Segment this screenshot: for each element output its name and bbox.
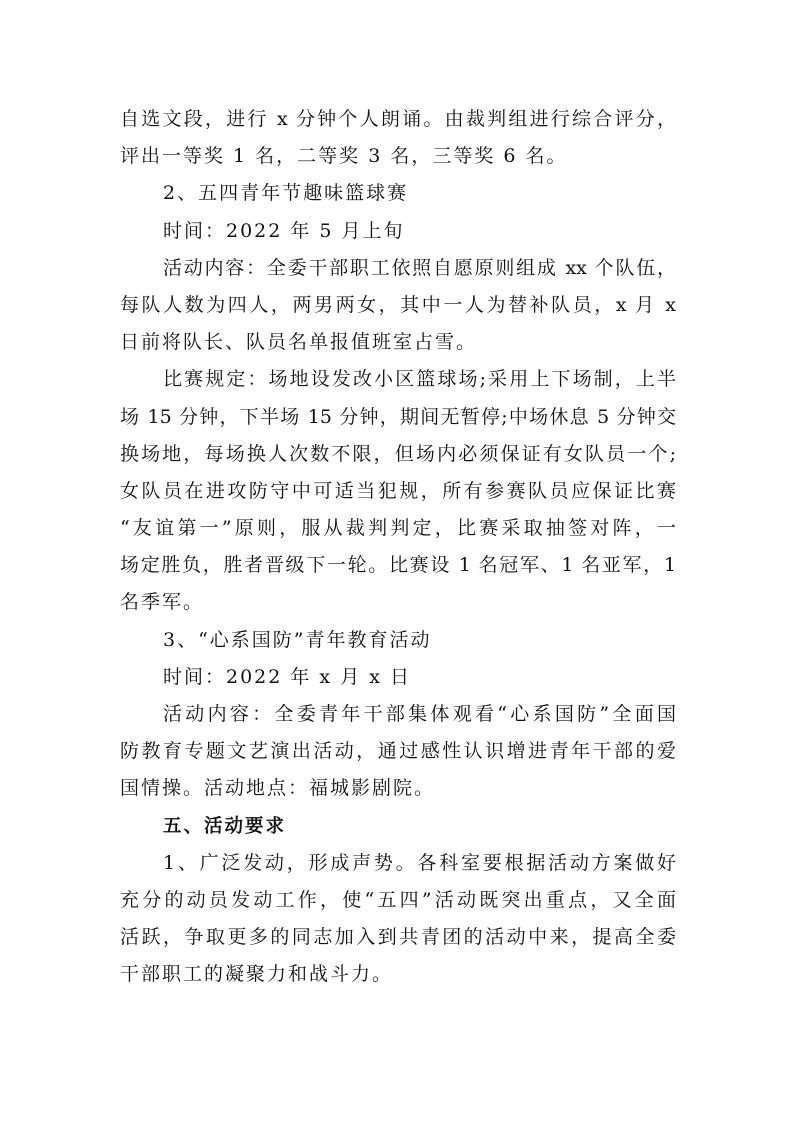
paragraph-line: 每队人数为四人，两男两女，其中一人为替补队员，x 月 x bbox=[120, 293, 676, 316]
chapter-heading: 五、活动要求 bbox=[163, 815, 287, 837]
paragraph-line: 活动内容：全委干部职工依照自愿原则组成 xx 个队伍， bbox=[163, 256, 676, 279]
paragraph-line: 充分的动员发动工作，使“五四”活动既突出重点，又全面 bbox=[120, 888, 676, 911]
paragraph-line: 活动内容：全委青年干部集体观看“心系国防”全面国 bbox=[163, 703, 676, 725]
paragraph-line: 时间：2022 年 x 月 x 日 bbox=[163, 665, 411, 688]
paragraph-line: 女队员在进攻防守中可适当犯规，所有参赛队员应保证比赛 bbox=[120, 479, 676, 502]
paragraph-line: 名季军。 bbox=[120, 591, 205, 614]
paragraph-line: 活跃，争取更多的同志加入到共青团的活动中来，提高全委 bbox=[120, 926, 676, 949]
paragraph-line: 防教育专题文艺演出活动，通过感性认识增进青年干部的爱 bbox=[120, 740, 676, 763]
paragraph-line: 换场地，每场换人次数不限，但场内必须保证有女队员一个; bbox=[120, 442, 676, 465]
section-heading: 2、五四青年节趣味篮球赛 bbox=[163, 182, 409, 205]
document-page bbox=[120, 101, 676, 994]
paragraph-line: 干部职工的凝聚力和战斗力。 bbox=[120, 963, 394, 986]
paragraph-line: 1、广泛发动，形成声势。各科室要根据活动方案做好 bbox=[163, 851, 676, 874]
paragraph-line: 时间：2022 年 5 月上旬 bbox=[163, 219, 405, 242]
paragraph-line: 场定胜负，胜者晋级下一轮。比赛设 1 名冠军、1 名亚军，1 bbox=[120, 554, 676, 577]
paragraph-line: 日前将队长、队员名单报值班室占雪。 bbox=[120, 331, 478, 354]
paragraph-line: 国情操。活动地点：福城影剧院。 bbox=[120, 777, 436, 800]
section-heading: 3、“心系国防”青年教育活动 bbox=[163, 628, 432, 651]
paragraph-line: 比赛规定：场地设发改小区篮球场;采用上下场制，上半 bbox=[163, 368, 676, 391]
paragraph-line: “友谊第一”原则，服从裁判判定，比赛采取抽签对阵，一 bbox=[120, 517, 676, 540]
paragraph-line: 场 15 分钟，下半场 15 分钟，期间无暂停;中场休息 5 分钟交 bbox=[120, 405, 676, 428]
paragraph-line: 评出一等奖 1 名，二等奖 3 名，三等奖 6 名。 bbox=[120, 145, 568, 168]
paragraph-line: 自选文段，进行 x 分钟个人朗诵。由裁判组进行综合评分， bbox=[120, 108, 676, 130]
